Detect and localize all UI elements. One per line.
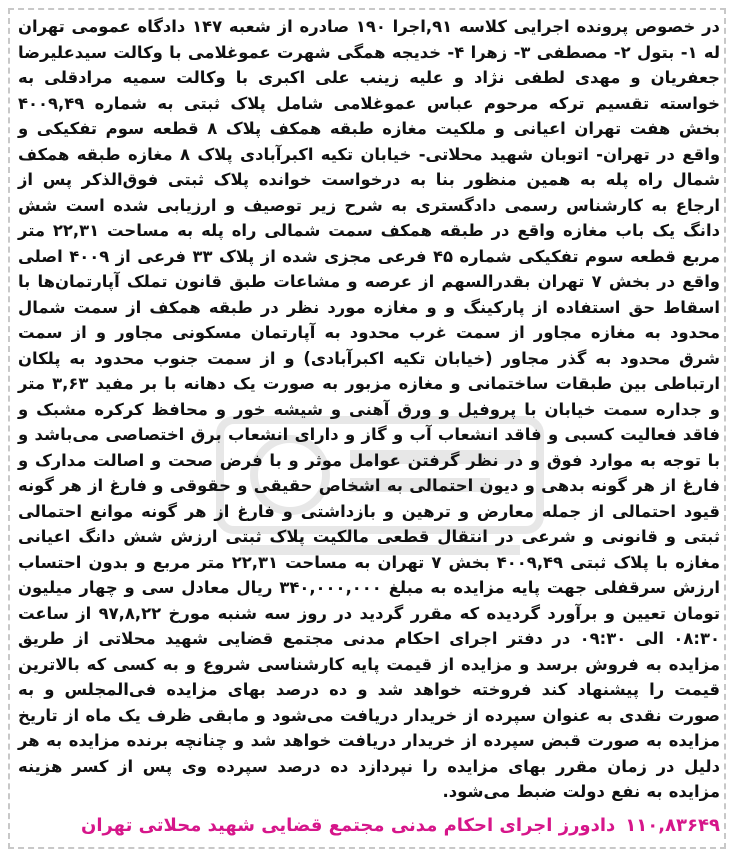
notice-footer: [18, 813, 720, 839]
notice-body: در خصوص پرونده اجرایی کلاسه ۹۱,اجرا ۱۹۰ صادره از شعبه ۱۴۷ دادگاه عمومی تهران له ۱- بتول ۲- مصطفی ۳- زهرا ۴- خدیجه همگی شهرت عموغلامی با وکالت سیدعلیرضا جعفریان و مهدی لطفی نژاد و علیه زینب علی اکبری با وکالت سمیه مرادقلی به خواسته تقسیم ترکه مرحوم عباس عموغلامی شامل پلاک ثبتی به شماره ۴۰۰۹,۴۹ بخش هفت تهران اعیانی و ملکیت مغازه طبقه همکف پلاک ۸ قطعه سوم تفکیکی و واقع در تهران- اتوبان شهید محلاتی- خیابان تکیه اکبرآبادی پلاک ۸ مغازه طبقه همکف شمال راه پله به همین منظور بنا به درخواست خوانده پلاک ثبتی فوق‌الذکر پس از ارجاع به کارشناس رسمی دادگستری به شرح زیر توصیف و ارزیابی شده است شش دانگ یک باب مغازه واقع در طبقه همکف سمت شمالی راه پله به مساحت ۲۲,۳۱ متر مربع قطعه سوم تفکیکی شماره ۴۵ فرعی مجزی شده از پلاک ۳۳ فرعی از ۴۰۰۹ اصلی واقع در بخش ۷ تهران بقدرالسهم از عرصه و مشاعات طبق قانون تملک آپارتمان‌ها با اسقاط حق استفاده از پارکینگ و و مغازه مورد نظر در طبقه همکف از سمت شمال محدود به مغازه مجاور از سمت غرب محدود به آپارتمان مسکونی مجاور و از سمت شرق محدود به گذر مجاور (خیابان تکیه اکبرآبادی) و از سمت جنوب محدود به پلکان ارتباطی بین طبقات ساختمانی و مغازه مزبور به صورت یک دهانه با بر مفید ۳,۶۳ متر و جداره سمت خیابان با پروفیل و ورق آهنی و شیشه خور و محافظ کرکره مشبک و فاقد فعالیت کسبی و فاقد انشعاب آب و گاز و دارای انشعاب برق اختصاصی می‌باشد و با توجه به موارد فوق و در نظر گرفتن عوامل موثر و با فرض صحت و اصالت مدارک و فارغ از هر گونه بدهی و دیون احتمالی به اشخاص حقیقی و حقوقی و فارغ از هر گونه قیود احتمالی از جمله معارض و ترهین و بازداشتی و فارغ از هر گونه موانع احتمالی ثبتی و قانونی و شرعی در انتقال قطعی مالکیت پلاک ثبتی ارزش شش دانگ اعیانی مغازه با پلاک ثبتی ۴۰۰۹,۴۹ بخش ۷ تهران به مساحت ۲۲,۳۱ متر مربع و بدون احتساب ارزش سرقفلی جهت پایه مزایده به مبلغ ۳۴۰,۰۰۰,۰۰۰ ریال معادل سی و چهار میلیون تومان تعیین و برآورد گردیده که مقرر گردید در روز سه شنبه مورخ ۹۷,۸,۲۲ از ساعت ۰۸:۳۰ الی ۰۹:۳۰ در دفتر اجرای احکام مدنی مجتمع قضایی شهید محلاتی از طریق مزایده به فروش برسد و مزایده از قیمت پایه کارشناسی شروع و به کسی که بالاترین قیمت را پیشنهاد کند فروخته خواهد شد و ده درصد بهای مزایده فی‌المجلس و به صورت نقدی به عنوان سپرده از خریدار دریافت می‌شود و مابقی ظرف یک ماه از تاریخ مزایده به صورت قبض سپرده از خریدار دریافت خواهد شد و چنانچه برنده مزایده به هر دلیل در زمان مقرر بهای مزایده را نپردازد ده درصد سپرده وی پس از کسر هزینه مزایده به نفع دولت ضبط می‌شود.: [18, 17, 721, 801]
legal-notice: [18, 14, 720, 839]
footer-signature: دادورز اجرای احکام مدنی مجتمع قضایی شهید محلاتی تهران: [80, 814, 616, 836]
footer-code: ۱۱۰,۸۳۶۴۹: [625, 814, 720, 836]
